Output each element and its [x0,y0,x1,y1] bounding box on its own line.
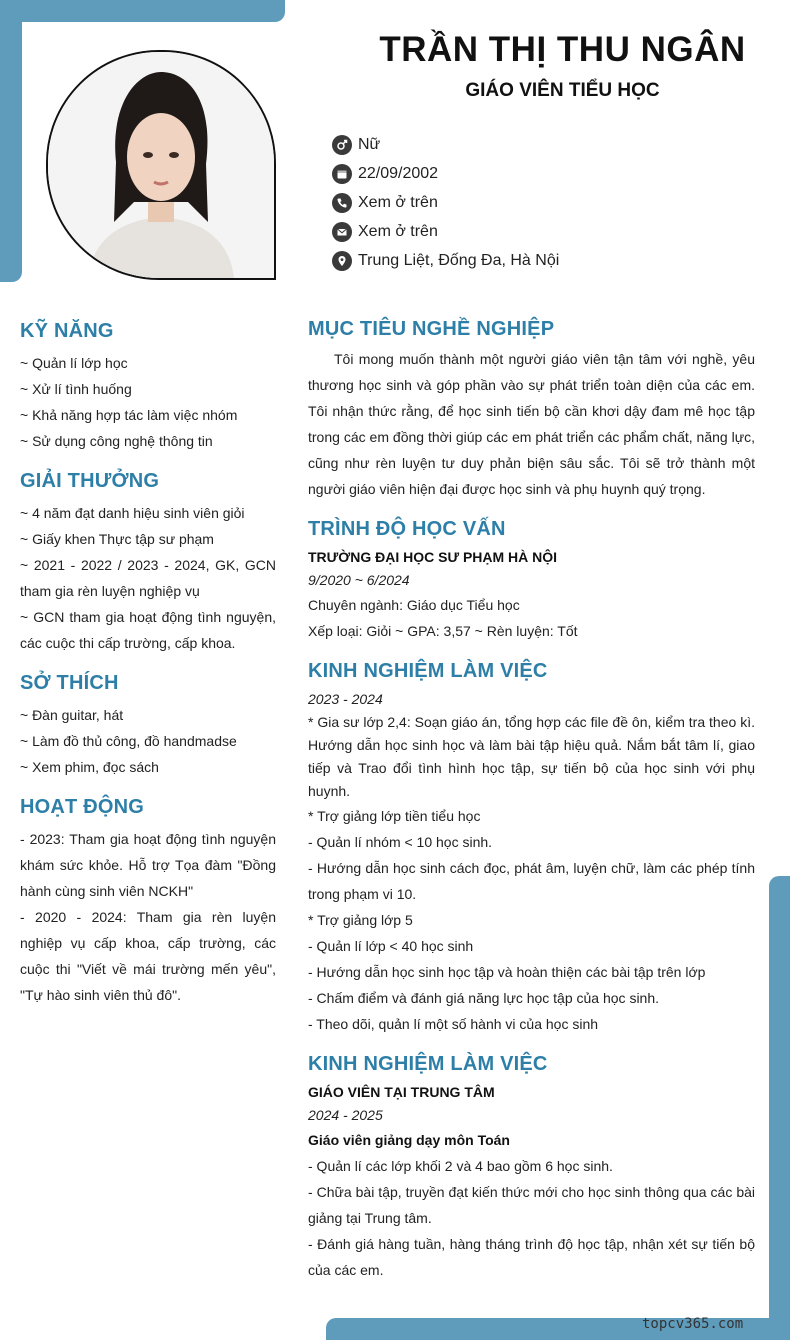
phone-icon [332,193,352,213]
contact-address [332,246,559,275]
award-item: ~ GCN tham gia hoạt động tình nguyện, các cuộc thi cấp trường, cấp khoa. [20,609,276,651]
contact-address-text: Trung Liệt, Đống Đa, Hà Nội [358,251,560,269]
hobbies-section [20,670,276,780]
experience-item: - Chấm điểm và đánh giá năng lực học tập của học sinh. [308,990,660,1006]
decor-bar-top [0,0,285,22]
activities-section [20,794,276,1008]
watermark: topcv365.com [642,1316,744,1332]
candidate-name: TRẦN THỊ THU NGÂN [379,30,746,69]
experience-period: 2024 - 2025 [308,1107,383,1123]
experience-item: - Quản lí các lớp khối 2 và 4 bao gồm 6 học sinh. [308,1158,613,1174]
contact-birthdate [332,159,559,188]
calendar-icon [332,164,352,184]
contact-email[interactable] [332,217,559,246]
location-icon [332,251,352,271]
education-section [308,516,755,644]
profile-photo [46,50,276,280]
contact-email-text[interactable]: Xem ở trên [358,222,438,240]
contact-phone[interactable] [332,188,559,217]
activity-item: - 2020 - 2024: Tham gia rèn luyện nghiệp vụ cấp khoa, cấp trường, các cuộc thi "Viết về mái trường mến yêu", "Tự hào sinh viên thủ đô". [20,909,276,1003]
experience-item: - Quản lí lớp < 40 học sinh [308,938,474,954]
left-column [20,318,276,1022]
awards-title: GIẢI THƯỞNG [20,470,160,492]
education-period: 9/2020 ~ 6/2024 [308,572,410,588]
decor-bar-left [0,0,22,282]
job-title: GIÁO VIÊN TIỂU HỌC [465,80,660,101]
activities-title: HOẠT ĐỘNG [20,796,145,818]
hobby-item: ~ Xem phim, đọc sách [20,759,159,775]
experience-item: * Trợ giảng lớp tiền tiểu học [308,808,481,824]
experience-period: 2023 - 2024 [308,691,383,707]
contact-birthdate-text: 22/09/2002 [358,164,439,182]
decor-bar-right [769,876,790,1340]
experience-item: - Hướng dẫn học sinh học tập và hoàn thiện các bài tập trên lớp [308,964,706,980]
experience-item: - Hướng dẫn học sinh cách đọc, phát âm, luyện chữ, làm các phép tính trong phạm vi 10. [308,860,755,902]
skills-title: KỸ NĂNG [20,320,114,342]
experience-item: - Chữa bài tập, truyền đạt kiến thức mới cho học sinh thông qua các bài giảng tại Trung tâm. [308,1184,755,1226]
activity-item: - 2023: Tham gia hoạt động tình nguyện khám sức khỏe. Hỗ trợ Tọa đàm "Đồng hành cùng sinh viên NCKH" [20,831,276,899]
hobbies-title: SỞ THÍCH [20,672,119,694]
skill-item: ~ Khả năng hợp tác làm việc nhóm [20,407,238,423]
education-grade: Xếp loại: Giỏi ~ GPA: 3,57 ~ Rèn luyện: Tốt [308,623,578,639]
education-major: Chuyên ngành: Giáo dục Tiểu học [308,597,520,613]
contact-gender-text: Nữ [358,135,381,153]
right-column [308,316,755,1283]
award-item: ~ 4 năm đạt danh hiệu sinh viên giỏi [20,505,245,521]
objective-section [308,316,755,502]
experience-org: GIÁO VIÊN TẠI TRUNG TÂM [308,1084,495,1100]
contact-list [332,130,559,275]
portrait-illustration [48,52,274,278]
email-icon [332,222,352,242]
experience-section-1 [308,658,755,1037]
experience-item: - Đánh giá hàng tuần, hàng tháng trình độ học tập, nhận xét sự tiến bộ của các em. [308,1236,755,1278]
award-item: ~ Giấy khen Thực tập sư phạm [20,531,214,547]
experience-item: * Trợ giảng lớp 5 [308,912,413,928]
experience-summary: * Gia sư lớp 2,4: Soạn giáo án, tổng hợp các file đề ôn, kiểm tra theo kì. Hướng dẫn học sinh học và làm bài tập hiệu quả. Nắm bắt tâm lí, giao tiếp và Trao đổi tình hình học tập, sự tiến bộ của học sinh với phụ huynh. [308,714,755,799]
skill-item: ~ Xử lí tình huống [20,381,132,397]
award-item: ~ 2021 - 2022 / 2023 - 2024, GK, GCN tham gia rèn luyện nghiệp vụ [20,557,276,599]
gender-icon [332,135,352,155]
skill-item: ~ Quản lí lớp học [20,355,128,371]
education-school: TRƯỜNG ĐẠI HỌC SƯ PHẠM HÀ NỘI [308,549,558,565]
experience-section-2 [308,1051,755,1283]
awards-section [20,468,276,656]
experience-title: KINH NGHIỆM LÀM VIỆC [308,660,548,682]
hobby-item: ~ Làm đồ thủ công, đồ handmadse [20,733,237,749]
experience-item: - Theo dõi, quản lí một số hành vi của học sinh [308,1016,599,1032]
objective-text: Tôi mong muốn thành một người giáo viên tận tâm với nghề, yêu thương học sinh và góp phần vào sự phát triển toàn diện của các em. Tôi nhận thức rằng, để học sinh tiến bộ cần khơi dậy đam mê học tập trong các em đồng thời giúp các em phát triển các phẩm chất, năng lực, cũng như rèn luyện tư duy phản biện sâu sắc. Tôi sẽ trở thành một người giáo viên hiện đại được học sinh và phụ huynh quý trọng. [308,351,755,497]
skills-section [20,318,276,454]
experience-title: KINH NGHIỆM LÀM VIỆC [308,1053,548,1075]
experience-role: Giáo viên giảng dạy môn Toán [308,1132,510,1148]
contact-gender [332,130,559,159]
objective-title: MỤC TIÊU NGHỀ NGHIỆP [308,318,555,340]
hobby-item: ~ Đàn guitar, hát [20,707,124,723]
skill-item: ~ Sử dụng công nghệ thông tin [20,433,213,449]
experience-item: - Quản lí nhóm < 10 học sinh. [308,834,493,850]
contact-phone-text[interactable]: Xem ở trên [358,193,438,211]
education-title: TRÌNH ĐỘ HỌC VẤN [308,518,506,540]
